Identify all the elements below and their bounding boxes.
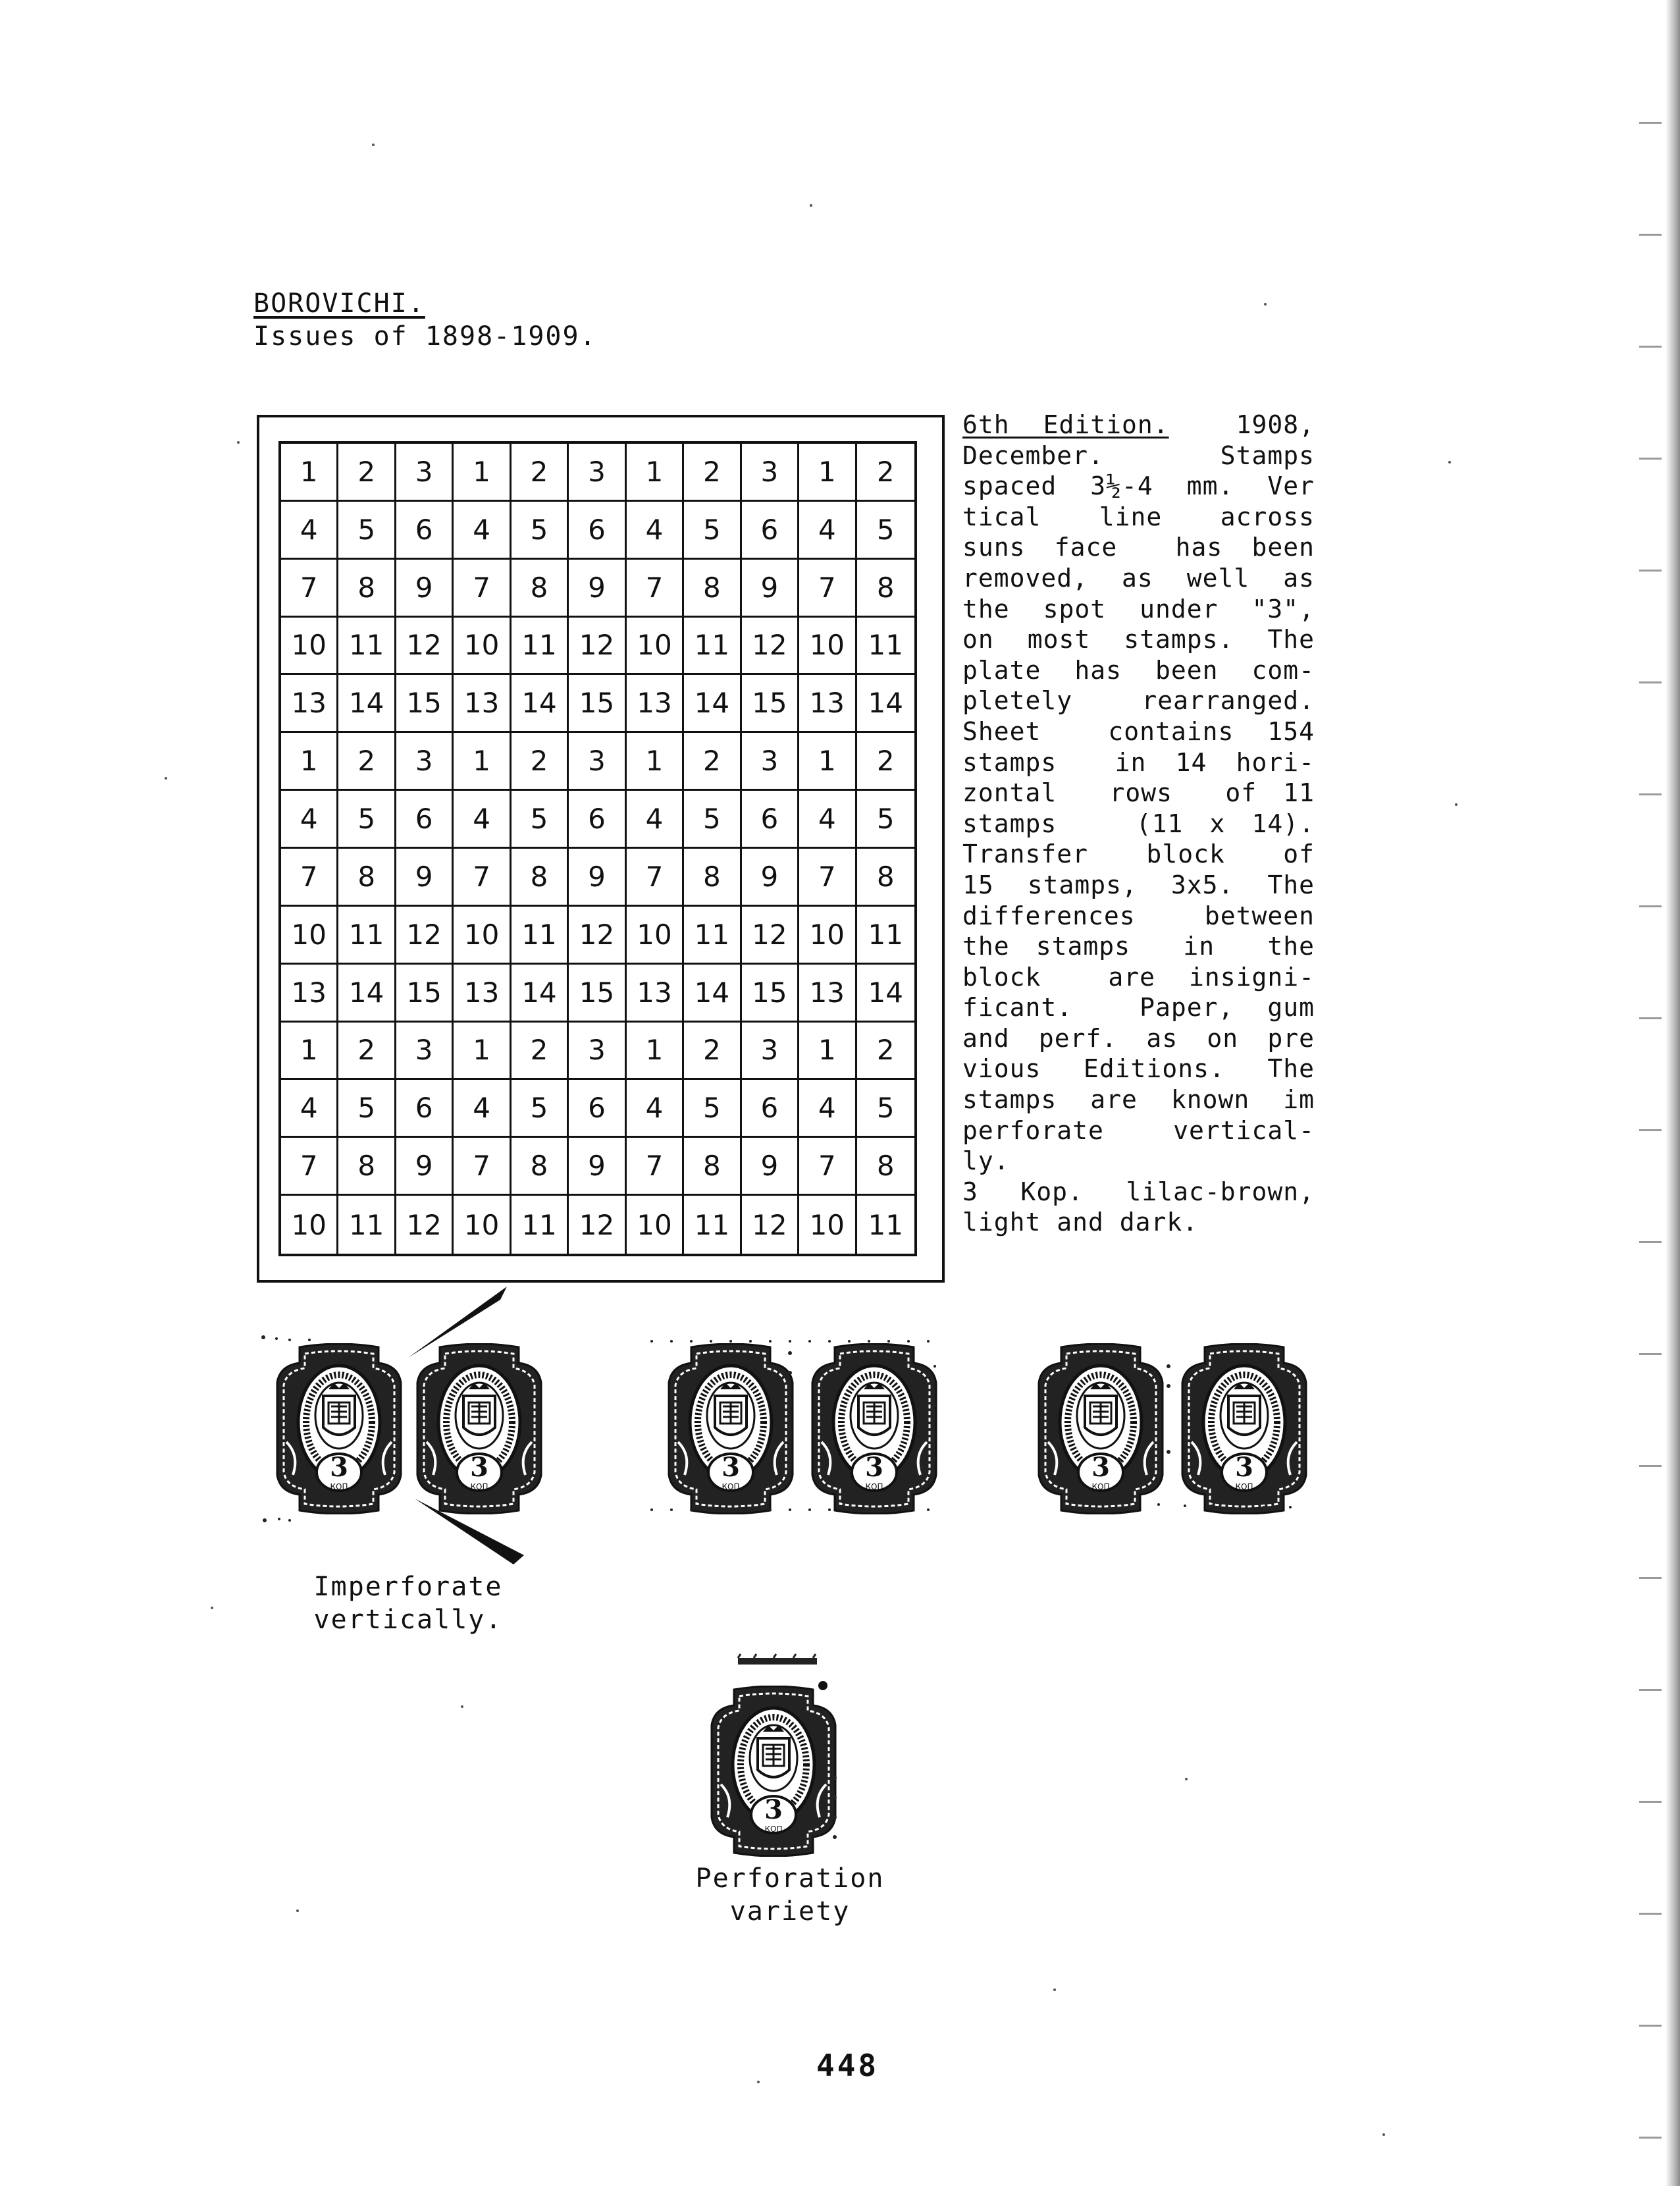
scan-speck	[1455, 803, 1457, 806]
description-line: stamps in 14 hori-	[962, 747, 1315, 777]
caption-perforation-line1: Perforation	[695, 1863, 885, 1894]
description-line: suns face has been	[962, 533, 1315, 562]
page-subtitle: Issues of 1898-1909.	[253, 321, 597, 352]
plate-cell: 10	[799, 618, 856, 676]
plate-cell: 11	[857, 907, 914, 965]
plate-cell: 1	[281, 733, 338, 791]
description-line: on most stamps. The	[962, 625, 1315, 654]
plate-cell: 12	[742, 618, 799, 676]
plate-cell: 7	[799, 1138, 856, 1196]
plate-cell: 12	[742, 907, 799, 965]
binder-tick	[1639, 1241, 1662, 1243]
plate-cell: 7	[799, 849, 856, 907]
description-line: tical line across	[962, 502, 1315, 531]
description-line: December. Stamps	[962, 440, 1315, 470]
stamp-unit: КОП	[764, 1825, 783, 1834]
description-line: removed, as well as	[962, 563, 1315, 593]
plate-cell: 5	[684, 791, 741, 849]
plate-cell: 9	[742, 849, 799, 907]
edition-year: 1908,	[1236, 410, 1315, 439]
plate-cell: 3	[569, 1023, 626, 1080]
plate-cell: 10	[627, 907, 684, 965]
plate-cell: 8	[338, 560, 396, 618]
plate-cell: 12	[569, 907, 626, 965]
plate-cell: 12	[742, 1196, 799, 1254]
plate-cell: 5	[338, 1080, 396, 1138]
plate-cell: 4	[627, 791, 684, 849]
scan-speck	[461, 1705, 463, 1708]
scan-speck	[211, 1607, 213, 1609]
binder-tick	[1639, 458, 1662, 460]
plate-cell: 8	[338, 849, 396, 907]
description-line: perforate vertical-	[962, 1115, 1315, 1145]
plate-cell: 1	[454, 444, 511, 502]
stamp-value: 3	[1235, 1452, 1253, 1483]
plate-cell: 13	[627, 965, 684, 1023]
plate-cell: 2	[857, 444, 914, 502]
stamp-value: 3	[330, 1452, 348, 1483]
plate-cell: 8	[857, 1138, 914, 1196]
binder-tick	[1639, 1913, 1662, 1915]
description-line: spaced 3½-4 mm. Ver	[962, 471, 1315, 501]
plate-cell: 13	[799, 675, 856, 733]
stamp-unit: КОП	[330, 1482, 348, 1491]
plate-cell: 13	[627, 675, 684, 733]
binder-tick	[1639, 1689, 1662, 1691]
plate-cell: 5	[857, 791, 914, 849]
description-line: light and dark.	[962, 1208, 1199, 1237]
plate-cell: 5	[684, 1080, 741, 1138]
plate-cell: 9	[569, 849, 626, 907]
stamp-value: 3	[1091, 1452, 1110, 1483]
plate-cell: 3	[742, 444, 799, 502]
plate-cell: 3	[742, 733, 799, 791]
plate-cell: 1	[281, 444, 338, 502]
plate-cell: 15	[396, 965, 454, 1023]
plate-cell: 11	[868, 1208, 903, 1241]
plate-cell: 15	[742, 965, 799, 1023]
plate-cell: 13	[281, 675, 338, 733]
description-line: plate has been com-	[962, 655, 1315, 685]
binder-tick	[1639, 1465, 1662, 1467]
plate-cell: 3	[396, 733, 454, 791]
plate-cell: 5	[512, 1080, 569, 1138]
plate-cell: 5	[684, 502, 741, 560]
plate-cell: 9	[396, 560, 454, 618]
description-line: Transfer block of	[962, 840, 1315, 869]
plate-cell: 6	[742, 1080, 799, 1138]
plate-cell: 9	[396, 849, 454, 907]
binder-tick	[1639, 122, 1662, 124]
plate-cell: 1	[627, 733, 684, 791]
plate-cell: 11	[512, 618, 569, 676]
plate-cell: 11	[512, 907, 569, 965]
stamp-unit: КОП	[1091, 1482, 1110, 1491]
plate-cell: 9	[569, 560, 626, 618]
page-title: BOROVICHI.	[253, 288, 425, 319]
plate-cell: 12	[569, 1196, 626, 1254]
plate-cell: 6	[396, 1080, 454, 1138]
plate-cell: 8	[684, 560, 741, 618]
plate-layout-grid	[278, 441, 917, 1256]
stamp-value: 3	[865, 1452, 883, 1483]
plate-cell: 10	[281, 1196, 338, 1254]
plate-cell: 15	[742, 675, 799, 733]
scan-speck	[757, 2081, 760, 2083]
stamp-value: 3	[764, 1794, 783, 1825]
plate-cell: 6	[742, 791, 799, 849]
plate-cell: 13	[799, 965, 856, 1023]
plate-cell: 11	[338, 907, 396, 965]
binder-tick	[1639, 2137, 1662, 2139]
caption-imperforate-line2: vertically.	[313, 1605, 503, 1635]
plate-cell: 11	[684, 907, 741, 965]
description-line: vious Editions. The	[962, 1054, 1315, 1084]
binder-tick	[1639, 570, 1662, 572]
plate-cell: 3	[396, 1023, 454, 1080]
edition-heading	[962, 410, 1315, 440]
plate-cell: 10	[454, 1196, 511, 1254]
plate-cell: 12	[396, 618, 454, 676]
plate-cell: 8	[857, 849, 914, 907]
plate-cell: 14	[512, 675, 569, 733]
plate-cell: 4	[627, 1080, 684, 1138]
scan-speck	[296, 1909, 299, 1912]
plate-cell: 8	[857, 560, 914, 618]
plate-cell: 2	[512, 1023, 569, 1080]
plate-cell: 2	[512, 444, 569, 502]
plate-cell: 14	[857, 675, 914, 733]
plate-cell: 14	[684, 965, 741, 1023]
binder-tick	[1639, 1353, 1662, 1355]
plate-cell: 2	[338, 1023, 396, 1080]
plate-cell: 4	[281, 791, 338, 849]
caption-perforation	[678, 1862, 902, 1928]
plate-cell: 8	[512, 1138, 569, 1196]
plate-cell: 6	[742, 502, 799, 560]
plate-cell: 7	[627, 560, 684, 618]
plate-cell: 11	[684, 618, 741, 676]
plate-cell: 2	[338, 444, 396, 502]
plate-cell: 10	[454, 907, 511, 965]
plate-cell: 10	[799, 907, 856, 965]
plate-cell: 6	[396, 502, 454, 560]
binder-tick	[1639, 2025, 1662, 2027]
plate-cell: 9	[742, 1138, 799, 1196]
stamp-unit: КОП	[865, 1482, 883, 1491]
binder-tick	[1639, 234, 1662, 236]
plate-cell: 4	[281, 1080, 338, 1138]
plate-cell: 7	[281, 1138, 338, 1196]
plate-cell: 1	[799, 733, 856, 791]
description-line: and perf. as on pre	[962, 1023, 1315, 1053]
plate-cell: 1	[799, 444, 856, 502]
plate-cell: 15	[396, 675, 454, 733]
plate-cell: 4	[627, 502, 684, 560]
plate-cell: 12	[569, 618, 626, 676]
stamp-value: 3	[470, 1452, 488, 1483]
plate-cell: 4	[799, 1080, 856, 1138]
plate-cell: 8	[684, 1138, 741, 1196]
description-line: the stamps in the	[962, 932, 1315, 961]
plate-cell: 3	[569, 444, 626, 502]
description-line: stamps are known im	[962, 1085, 1315, 1115]
plate-cell: 14	[338, 675, 396, 733]
plate-cell: 2	[857, 1023, 914, 1080]
perforation-variety-strip	[734, 1651, 826, 1671]
description-line: pletely rearranged.	[962, 686, 1315, 716]
binder-edge	[1639, 0, 1680, 2186]
plate-cell: 5	[512, 502, 569, 560]
scan-speck	[237, 441, 240, 444]
binder-shadow	[1666, 0, 1680, 2186]
plate-cell: 1	[627, 444, 684, 502]
plate-cell: 6	[569, 1080, 626, 1138]
plate-cell: 10	[627, 618, 684, 676]
plate-cell: 2	[512, 733, 569, 791]
plate-cell: 4	[454, 1080, 511, 1138]
plate-cell: 14	[512, 965, 569, 1023]
plate-cell: 7	[627, 1138, 684, 1196]
plate-cell: 6	[569, 791, 626, 849]
binder-tick	[1639, 1801, 1662, 1803]
plate-cell: 11	[684, 1196, 741, 1254]
description-line: ficant. Paper, gum	[962, 993, 1315, 1023]
scan-speck	[1185, 1778, 1188, 1780]
plate-cell: 6	[569, 502, 626, 560]
plate-cell: 14	[684, 675, 741, 733]
plate-cell: 7	[454, 849, 511, 907]
plate-cell: 7	[454, 1138, 511, 1196]
caption-imperforate	[296, 1570, 520, 1636]
plate-cell: 12	[396, 907, 454, 965]
plate-cell: 4	[281, 502, 338, 560]
description-line: ly.	[962, 1146, 1010, 1176]
description-line: zontal rows of 11	[962, 778, 1315, 808]
description-line: 15 stamps, 3x5. The	[962, 870, 1315, 899]
edition-label: 6th Edition.	[962, 410, 1169, 439]
plate-cell: 1	[627, 1023, 684, 1080]
plate-cell: 5	[857, 1080, 914, 1138]
scan-speck	[1448, 461, 1451, 464]
plate-cell: 1	[799, 1023, 856, 1080]
plate-cell: 8	[512, 849, 569, 907]
scan-speck	[1382, 2133, 1385, 2136]
plate-cell: 7	[627, 849, 684, 907]
plate-cell: 7	[281, 849, 338, 907]
plate-cell: 7	[799, 560, 856, 618]
plate-cell: 13	[454, 965, 511, 1023]
stamp-unit: КОП	[1235, 1482, 1253, 1491]
plate-cell: 11	[338, 1196, 396, 1254]
plate-cell: 2	[857, 733, 914, 791]
plate-cell: 2	[684, 444, 741, 502]
edition-description	[962, 410, 1315, 1238]
caption-perforation-line2: variety	[729, 1896, 851, 1927]
scan-speck	[1053, 1988, 1056, 1991]
plate-cell: 3	[396, 444, 454, 502]
plate-cell: 8	[512, 560, 569, 618]
plate-cell: 5	[857, 502, 914, 560]
plate-cell: 13	[281, 965, 338, 1023]
plate-cell: 12	[396, 1196, 454, 1254]
description-line: 3 Kop. lilac-brown,	[962, 1177, 1315, 1206]
plate-cell: 10	[281, 618, 338, 676]
description-line: differences between	[962, 901, 1315, 930]
plate-cell: 8	[684, 849, 741, 907]
stamp-value: 3	[722, 1452, 740, 1483]
plate-cell: 7	[454, 560, 511, 618]
scan-speck	[810, 204, 812, 207]
plate-cell: 5	[338, 791, 396, 849]
plate-cell: 6	[396, 791, 454, 849]
scan-speck	[372, 144, 375, 146]
description-line: the spot under "3",	[962, 594, 1315, 624]
plate-cell: 4	[454, 791, 511, 849]
plate-cell: 9	[742, 560, 799, 618]
binder-tick	[1639, 1129, 1662, 1131]
plate-cell: 10	[281, 907, 338, 965]
description-line: stamps (11 x 14).	[962, 809, 1315, 838]
plate-cell: 9	[396, 1138, 454, 1196]
page-number: 448	[816, 2048, 879, 2083]
plate-cell: 14	[338, 965, 396, 1023]
plate-cell: 10	[799, 1196, 856, 1254]
binder-tick	[1639, 1577, 1662, 1579]
binder-tick	[1639, 793, 1662, 795]
binder-tick	[1639, 905, 1662, 907]
plate-cell: 15	[569, 965, 626, 1023]
plate-cell: 9	[569, 1138, 626, 1196]
plate-cell: 4	[799, 791, 856, 849]
description-line: Sheet contains 154	[962, 716, 1315, 746]
plate-cell: 15	[569, 675, 626, 733]
plate-cell: 5	[512, 791, 569, 849]
stamp-unit: КОП	[470, 1482, 488, 1491]
scan-speck	[165, 777, 167, 780]
plate-cell: 1	[281, 1023, 338, 1080]
plate-cell: 2	[684, 733, 741, 791]
plate-cell: 2	[684, 1023, 741, 1080]
caption-imperforate-line1: Imperforate	[313, 1572, 503, 1602]
plate-cell: 11	[512, 1196, 569, 1254]
plate-cell: 4	[799, 502, 856, 560]
perforation-marks	[250, 1327, 1336, 1531]
perforation-variety-marks	[816, 1666, 856, 1857]
binder-tick	[1639, 1017, 1662, 1019]
binder-tick	[1639, 681, 1662, 683]
plate-cell: 2	[338, 733, 396, 791]
binder-tick	[1639, 346, 1662, 348]
plate-cell: 7	[281, 560, 338, 618]
plate-cell: 10	[627, 1196, 684, 1254]
stamp-unit: КОП	[722, 1482, 740, 1491]
plate-cell: 1	[454, 733, 511, 791]
plate-cell: 8	[338, 1138, 396, 1196]
plate-cell: 3	[569, 733, 626, 791]
plate-cell: 11	[857, 618, 914, 676]
plate-cell: 3	[742, 1023, 799, 1080]
plate-cell: 11	[338, 618, 396, 676]
description-line: block are insigni-	[962, 962, 1315, 992]
plate-cell: 4	[454, 502, 511, 560]
scan-speck	[1264, 303, 1267, 306]
plate-cell: 13	[454, 675, 511, 733]
plate-cell: 5	[338, 502, 396, 560]
plate-cell: 10	[454, 618, 511, 676]
plate-cell: 14	[857, 965, 914, 1023]
plate-cell: 1	[454, 1023, 511, 1080]
